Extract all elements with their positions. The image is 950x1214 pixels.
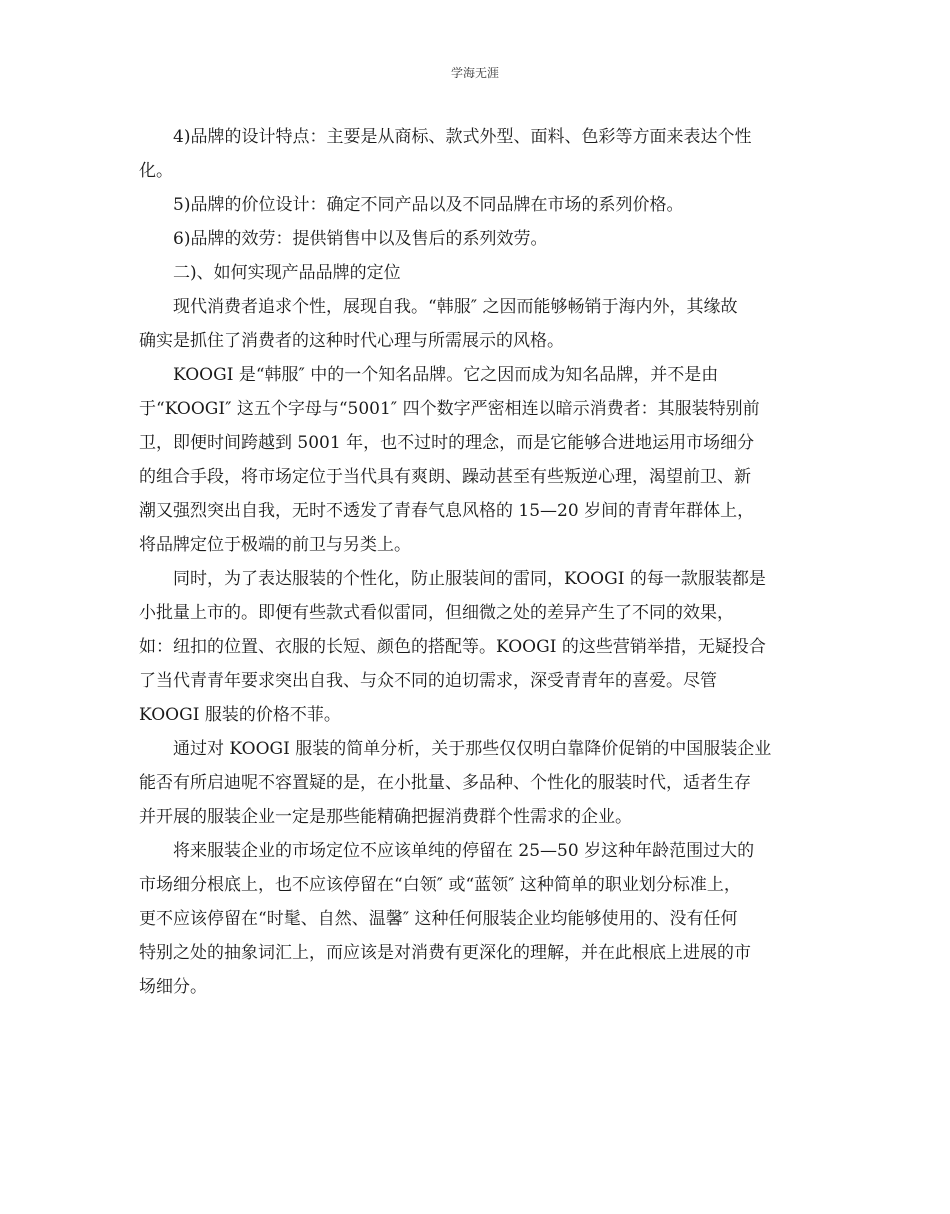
paragraph-line: 能否有所启迪呢不容置疑的是，在小批量、多品种、个性化的服装时代，适者生存 (139, 773, 751, 793)
paragraph-line: 6)品牌的效劳：提供销售中以及售后的系列效劳。 (173, 229, 548, 249)
paragraph-line: 确实是抓住了消费者的这种时代心理与所需展示的风格。 (139, 331, 564, 351)
paragraph-5 (139, 290, 811, 358)
paragraph-8 (139, 732, 811, 834)
paragraph-line: 于“KOOGI″ 这五个字母与“5001″ 四个数字严密相连以暗示消费者：其服装特别前 (139, 399, 760, 419)
paragraph-line: 4)品牌的设计特点：主要是从商标、款式外型、面料、色彩等方面来表达个性 (173, 127, 752, 147)
paragraph-line: 现代消费者追求个性，展现自我。“韩服″ 之因而能够畅销于海内外，其缘故 (173, 297, 738, 317)
paragraph-line: 特别之处的抽象词汇上，而应该是对消费有更深化的理解，并在此根底上进展的市 (139, 943, 751, 963)
paragraph-line: 场细分。 (139, 977, 207, 997)
paragraph-line: 二)、如何实现产品品牌的定位 (173, 263, 401, 283)
paragraph-line: KOOGI 是“韩服″ 中的一个知名品牌。它之因而成为知名品牌，并不是由 (173, 365, 719, 385)
paragraph-line: 的组合手段，将市场定位于当代具有爽朗、躁动甚至有些叛逆心理，渴望前卫、新 (139, 467, 751, 487)
paragraph-3 (139, 222, 811, 256)
paragraph-2 (139, 188, 811, 222)
paragraph-line: 同时，为了表达服装的个性化，防止服装间的雷同，KOOGI 的每一款服装都是 (173, 569, 766, 589)
paragraph-line: 市场细分根底上，也不应该停留在“白领″ 或“蓝领″ 这种简单的职业划分标准上， (139, 875, 741, 895)
document-body (139, 120, 811, 1004)
paragraph-6 (139, 358, 811, 562)
paragraph-line: 5)品牌的价位设计：确定不同产品以及不同品牌在市场的系列价格。 (173, 195, 684, 215)
paragraph-line: 潮又强烈突出自我，无时不透发了青春气息风格的 15—20 岁间的青青年群体上， (139, 501, 755, 521)
paragraph-line: 卫，即便时间跨越到 5001 年，也不过时的理念，而是它能够合进地运用市场细分 (139, 433, 755, 453)
section-heading (139, 256, 811, 290)
paragraph-7 (139, 562, 811, 732)
paragraph-line: 将品牌定位于极端的前卫与另类上。 (139, 535, 411, 555)
paragraph-line: 了当代青青年要求突出自我、与众不同的迫切需求，深受青青年的喜爱。尽管 (139, 671, 717, 691)
paragraph-line: 小批量上市的。即便有些款式看似雷同，但细微之处的差异产生了不同的效果， (139, 603, 734, 623)
paragraph-1 (139, 120, 811, 188)
paragraph-line: 并开展的服装企业一定是那些能精确把握消费群个性需求的企业。 (139, 807, 632, 827)
paragraph-line: 通过对 KOOGI 服装的简单分析，关于那些仅仅明白靠降价促销的中国服装企业 (173, 739, 772, 759)
paragraph-line: 如：纽扣的位置、衣服的长短、颜色的搭配等。KOOGI 的这些营销举措，无疑投合 (139, 637, 766, 657)
paragraph-9 (139, 834, 811, 1004)
paragraph-line: 将来服装企业的市场定位不应该单纯的停留在 25—50 岁这种年龄范围过大的 (173, 841, 755, 861)
paragraph-line: 更不应该停留在“时髦、自然、温馨″ 这种任何服装企业均能够使用的、没有任何 (139, 909, 738, 929)
paragraph-line: 化。 (139, 161, 173, 181)
paragraph-line: KOOGI 服装的价格不菲。 (139, 705, 341, 725)
page-header: 学海无涯 (450, 66, 499, 80)
